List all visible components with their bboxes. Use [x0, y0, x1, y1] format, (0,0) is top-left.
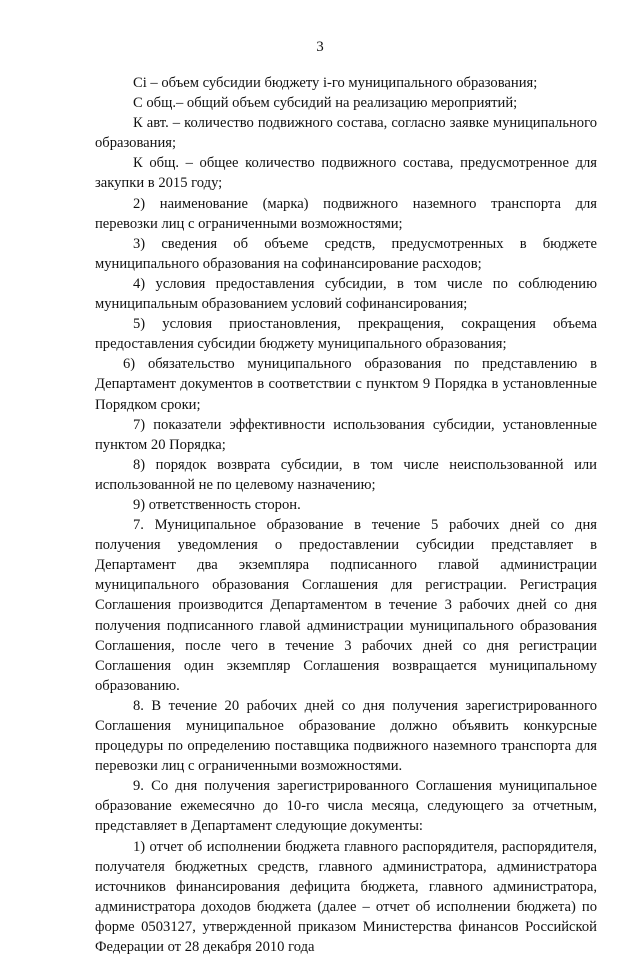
- paragraph-ci-definition: Ci – объем субсидии бюджету i-го муниципального образования;: [133, 75, 538, 91]
- document-body: [95, 73, 597, 957]
- section-9-paragraph: 9. Со дня получения зарегистрированного Соглашения муниципальное образование ежемесячно до 10-го числа месяца, следующего за отчетным, представляет в Департамент следующие документы:: [95, 778, 597, 835]
- list-item-9: 9) ответственность сторон.: [133, 496, 301, 513]
- list-item-8: 8) порядок возврата субсидии, в том числе неиспользованной или использованной не по целевому назначению;: [95, 456, 597, 493]
- section-9-list-item-1: 1) отчет об исполнении бюджета главного распорядителя, распорядителя, получателя бюджетных средств, главного администратора, администратора источников финансирования дефицита бюджета, главного администратора, администратора доходов бюджета (далее – отчет об исполнении бюджета) по форме 0503127, утвержденной приказом Министерства финансов Российской Федерации от 28 декабря 2010 года: [95, 838, 597, 956]
- paragraph-k-auto-definition: К авт. – количество подвижного состава, согласно заявке муниципального образования;: [95, 115, 597, 152]
- list-item-4: 4) условия предоставления субсидии, в том числе по соблюдению муниципальным образованием условий софинансирования;: [95, 275, 597, 313]
- list-item-2: 2) наименование (марка) подвижного наземного транспорта для перевозки лиц с ограниченными возможностями;: [95, 195, 597, 232]
- list-item-5: 5) условия приостановления, прекращения, сокращения объема предоставления субсидии бюджету муниципального образования;: [95, 316, 597, 353]
- list-item-6: 6) обязательство муниципального образования по представлению в Департамент документов в соответствии с пунктом 9 Порядка в установленные Порядком сроки;: [95, 356, 597, 413]
- section-8-paragraph: 8. В течение 20 рабочих дней со дня получения зарегистрированного Соглашения муниципальное образование должно объявить конкурсные процедуры по определению поставщика подвижного наземного транспорта для перевозки лиц с ограниченными возможностями.: [95, 697, 597, 775]
- list-item-3: 3) сведения об объеме средств, предусмотренных в бюджете муниципального образования на софинансирование расходов;: [95, 235, 597, 272]
- section-7-paragraph: 7. Муниципальное образование в течение 5 рабочих дней со дня получения уведомления о предоставлении субсидии представляет в Департамент два экземпляра подписанного главой администрации муниципального образования Соглашения для регистрации. Регистрация Соглашения производится Департаментом в течение 3 рабочих дней со дня получения подписанного главой администрации муниципального образования Соглашения, после чего в течение 3 рабочих дней со дня регистрации Соглашения один экземпляр Соглашения возвращается муниципальному образованию.: [95, 517, 597, 694]
- paragraph-k-total-definition: К общ. – общее количество подвижного состава, предусмотренное для закупки в 2015 году;: [95, 155, 597, 192]
- page-number: 3: [316, 39, 324, 55]
- list-item-7: 7) показатели эффективности использования субсидии, установленные пунктом 20 Порядка;: [95, 416, 597, 453]
- paragraph-c-total-definition: С общ.– общий объем субсидий на реализацию мероприятий;: [133, 95, 518, 112]
